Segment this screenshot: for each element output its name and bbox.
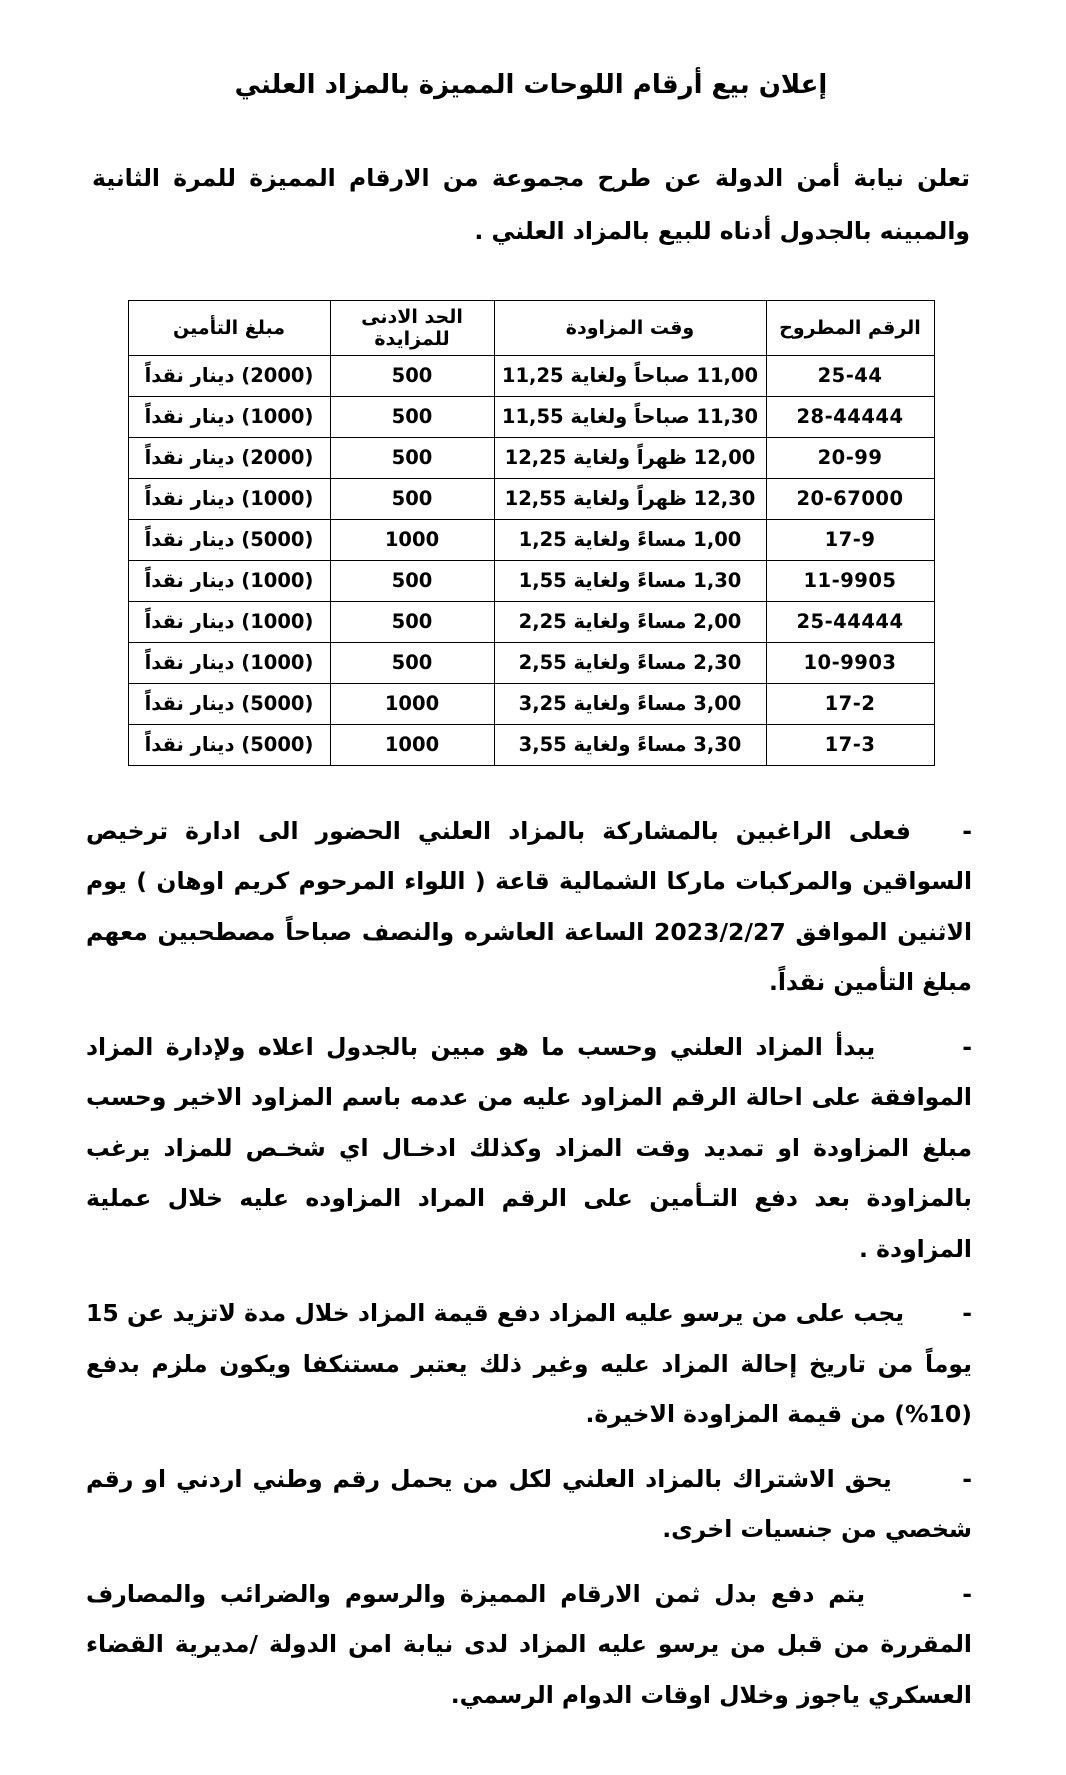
cell-number: 17-2 (766, 683, 934, 724)
cell-deposit: (1000) دينار نقداً (128, 642, 330, 683)
terms-paragraph-payment-deadline: - يجب على من يرسو عليه المزاد دفع قيمة المزاد خلال مدة لاتزيد عن 15 يوماً من تاريخ إحالة المزاد عليه وغير ذلك يعتبر مستنكفا ويكون ملزم بدفع (10%) من قيمة المزاودة الاخيرة. (86, 1299, 972, 1429)
cell-deposit: (5000) دينار نقداً (128, 519, 330, 560)
cell-number: 25-44444 (766, 601, 934, 642)
cell-deposit: (1000) دينار نقداً (128, 560, 330, 601)
table-row (128, 355, 934, 396)
cell-min-bid: 500 (330, 478, 494, 519)
cell-deposit: (2000) دينار نقداً (128, 437, 330, 478)
cell-time: 1,30 مساءً ولغاية 1,55 (494, 560, 766, 601)
cell-number: 10-9903 (766, 642, 934, 683)
cell-number: 17-9 (766, 519, 934, 560)
cell-deposit: (2000) دينار نقداً (128, 355, 330, 396)
col-header-time: وقت المزاودة (494, 300, 766, 355)
cell-deposit: (5000) دينار نقداً (128, 724, 330, 765)
cell-number: 20-99 (766, 437, 934, 478)
cell-number: 11-9905 (766, 560, 934, 601)
cell-time: 12,30 ظهراً ولغاية 12,55 (494, 478, 766, 519)
cell-min-bid: 500 (330, 396, 494, 437)
cell-deposit: (1000) دينار نقداً (128, 601, 330, 642)
cell-time: 3,30 مساءً ولغاية 3,55 (494, 724, 766, 765)
intro-paragraph: تعلن نيابة أمن الدولة عن طرح مجموعة من الارقام المميزة للمرة الثانية والمبينه بالجدول أدناه للبيع بالمزاد العلني . (92, 164, 970, 245)
cell-time: 2,00 مساءً ولغاية 2,25 (494, 601, 766, 642)
table-row (128, 560, 934, 601)
auction-table (128, 300, 935, 766)
cell-deposit: (1000) دينار نقداً (128, 478, 330, 519)
terms-paragraph-auction-rules: - يبدأ المزاد العلني وحسب ما هو مبين بالجدول اعلاه ولإدارة المزاد الموافقة على احالة الرقم المزاود عليه من عدمه باسم المزاود الاخير وحسب مبلغ المزاودة او تمديد وقت المزاد وكذلك ادخـال اي شخـص للمزاد يرغب بالمزاودة بعد دفع التـأمين على الرقم المراد المزاوده عليه خلال عملية المزاودة . (86, 1032, 972, 1263)
cell-time: 2,30 مساءً ولغاية 2,55 (494, 642, 766, 683)
table-row (128, 601, 934, 642)
cell-min-bid: 500 (330, 437, 494, 478)
table-row (128, 437, 934, 478)
cell-deposit: (1000) دينار نقداً (128, 396, 330, 437)
cell-min-bid: 1000 (330, 724, 494, 765)
cell-time: 11,00 صباحاً ولغاية 11,25 (494, 355, 766, 396)
table-row (128, 478, 934, 519)
cell-deposit: (5000) دينار نقداً (128, 683, 330, 724)
page-title: إعلان بيع أرقام اللوحات المميزة بالمزاد العلني (234, 70, 828, 100)
table-row (128, 724, 934, 765)
table-row (128, 519, 934, 560)
cell-min-bid: 500 (330, 642, 494, 683)
cell-min-bid: 500 (330, 355, 494, 396)
table-row (128, 642, 934, 683)
cell-time: 12,00 ظهراً ولغاية 12,25 (494, 437, 766, 478)
cell-number: 20-67000 (766, 478, 934, 519)
cell-number: 28-44444 (766, 396, 934, 437)
cell-time: 3,00 مساءً ولغاية 3,25 (494, 683, 766, 724)
terms-section (86, 806, 976, 1721)
cell-min-bid: 500 (330, 560, 494, 601)
table-row (128, 683, 934, 724)
table-row (128, 396, 934, 437)
cell-number: 17-3 (766, 724, 934, 765)
col-header-number: الرقم المطروح (766, 300, 934, 355)
cell-min-bid: 500 (330, 601, 494, 642)
cell-min-bid: 1000 (330, 683, 494, 724)
cell-number: 25-44 (766, 355, 934, 396)
cell-time: 11,30 صباحاً ولغاية 11,55 (494, 396, 766, 437)
terms-paragraph-attendance: - فعلى الراغبين بالمشاركة بالمزاد العلني الحضور الى ادارة ترخيص السواقين والمركبات ماركا الشمالية قاعة ( اللواء المرحوم كريم اوهان ) يوم الاثنين الموافق 2023/2/27 الساعة العاشره والنصف صباحاً مصطحبين معهم مبلغ التأمين نقداً. (86, 816, 972, 997)
cell-time: 1,00 مساءً ولغاية 1,25 (494, 519, 766, 560)
terms-paragraph-fees: - يتم دفع بدل ثمن الارقام المميزة والرسوم والضرائب والمصارف المقررة من قبل من يرسو عليه المزاد لدى نيابة امن الدولة /مديرية القضاء العسكري ياجوز وخلال اوقات الدوام الرسمي. (86, 1579, 972, 1709)
col-header-min-bid: الحد الادنى للمزايدة (330, 300, 494, 355)
cell-min-bid: 1000 (330, 519, 494, 560)
terms-paragraph-eligibility: - يحق الاشتراك بالمزاد العلني لكل من يحمل رقم وطني اردني او رقم شخصي من جنسيات اخرى. (86, 1464, 972, 1544)
col-header-deposit: مبلغ التأمين (128, 300, 330, 355)
table-header-row (128, 300, 934, 355)
